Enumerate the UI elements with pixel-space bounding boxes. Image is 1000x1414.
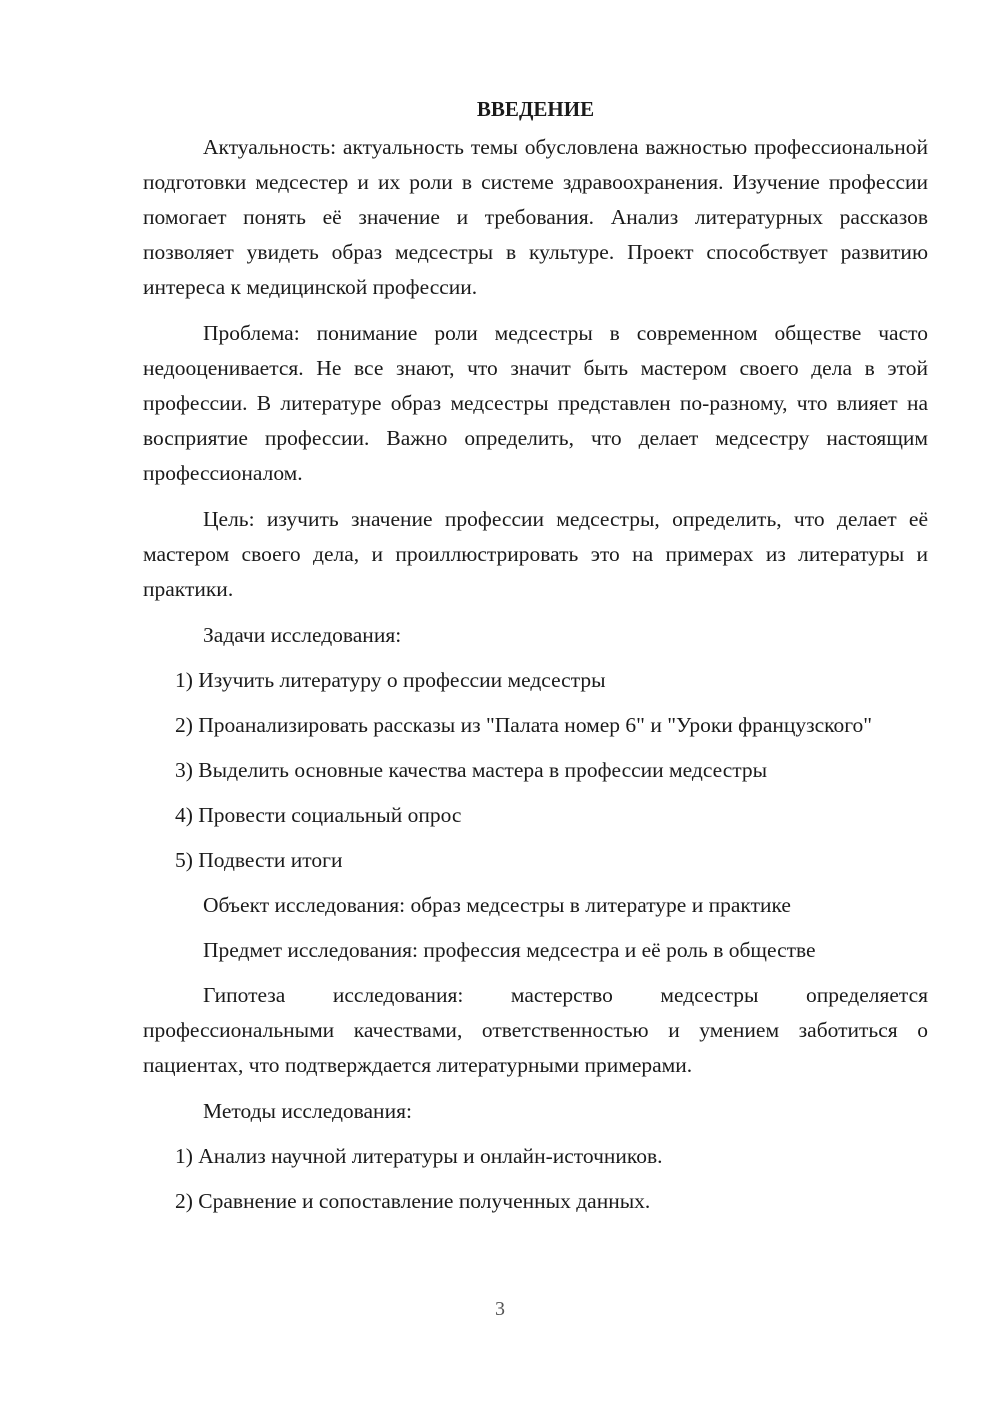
task-item: 1) Изучить литературу о профессии медсестры [175,668,606,692]
object-line: Объект исследования: образ медсестры в литературе и практике [203,893,791,917]
task-item: 4) Провести социальный опрос [175,803,462,827]
task-item: 3) Выделить основные качества мастера в профессии медсестры [175,758,768,782]
task-item: 5) Подвести итоги [175,848,343,872]
relevance-paragraph: Актуальность: актуальность темы обусловлена важностью профессиональной подготовки медсестер и их роли в системе здравоохранения. Изучение профессии помогает понять её значение и требования. Анализ литературных рассказов позволяет увидеть образ медсестры в культуре. Проект способствует развитию интереса к медицинской профессии. [143,135,928,299]
problem-paragraph: Проблема: понимание роли медсестры в современном обществе часто недооценивается. Не все знают, что значит быть мастером своего дела в этой профессии. В литературе образ медсестры представлен по-разному, что влияет на восприятие профессии. Важно определить, что делает медсестру настоящим профессионалом. [143,321,928,485]
methods-heading: Методы исследования: [203,1099,412,1123]
goal-paragraph: Цель: изучить значение профессии медсестры, определить, что делает её мастером своего дела, и проиллюстрировать это на примерах из литературы и практики. [143,507,928,601]
page-number: 3 [495,1298,505,1320]
tasks-heading: Задачи исследования: [203,623,402,647]
document-page [143,94,928,1229]
section-title: ВВЕДЕНИЕ [476,97,595,121]
method-item: 1) Анализ научной литературы и онлайн-источников. [175,1144,663,1168]
hypothesis-paragraph: Гипотеза исследования: мастерство медсестры определяется профессиональными качествами, ответственностью и умением заботиться о пациентах, что подтверждается литературными примерами. [143,983,928,1077]
subject-line: Предмет исследования: профессия медсестра и её роль в обществе [203,938,816,962]
method-item: 2) Сравнение и сопоставление полученных данных. [175,1189,651,1213]
task-item: 2) Проанализировать рассказы из "Палата номер 6" и "Уроки французского" [175,713,873,737]
